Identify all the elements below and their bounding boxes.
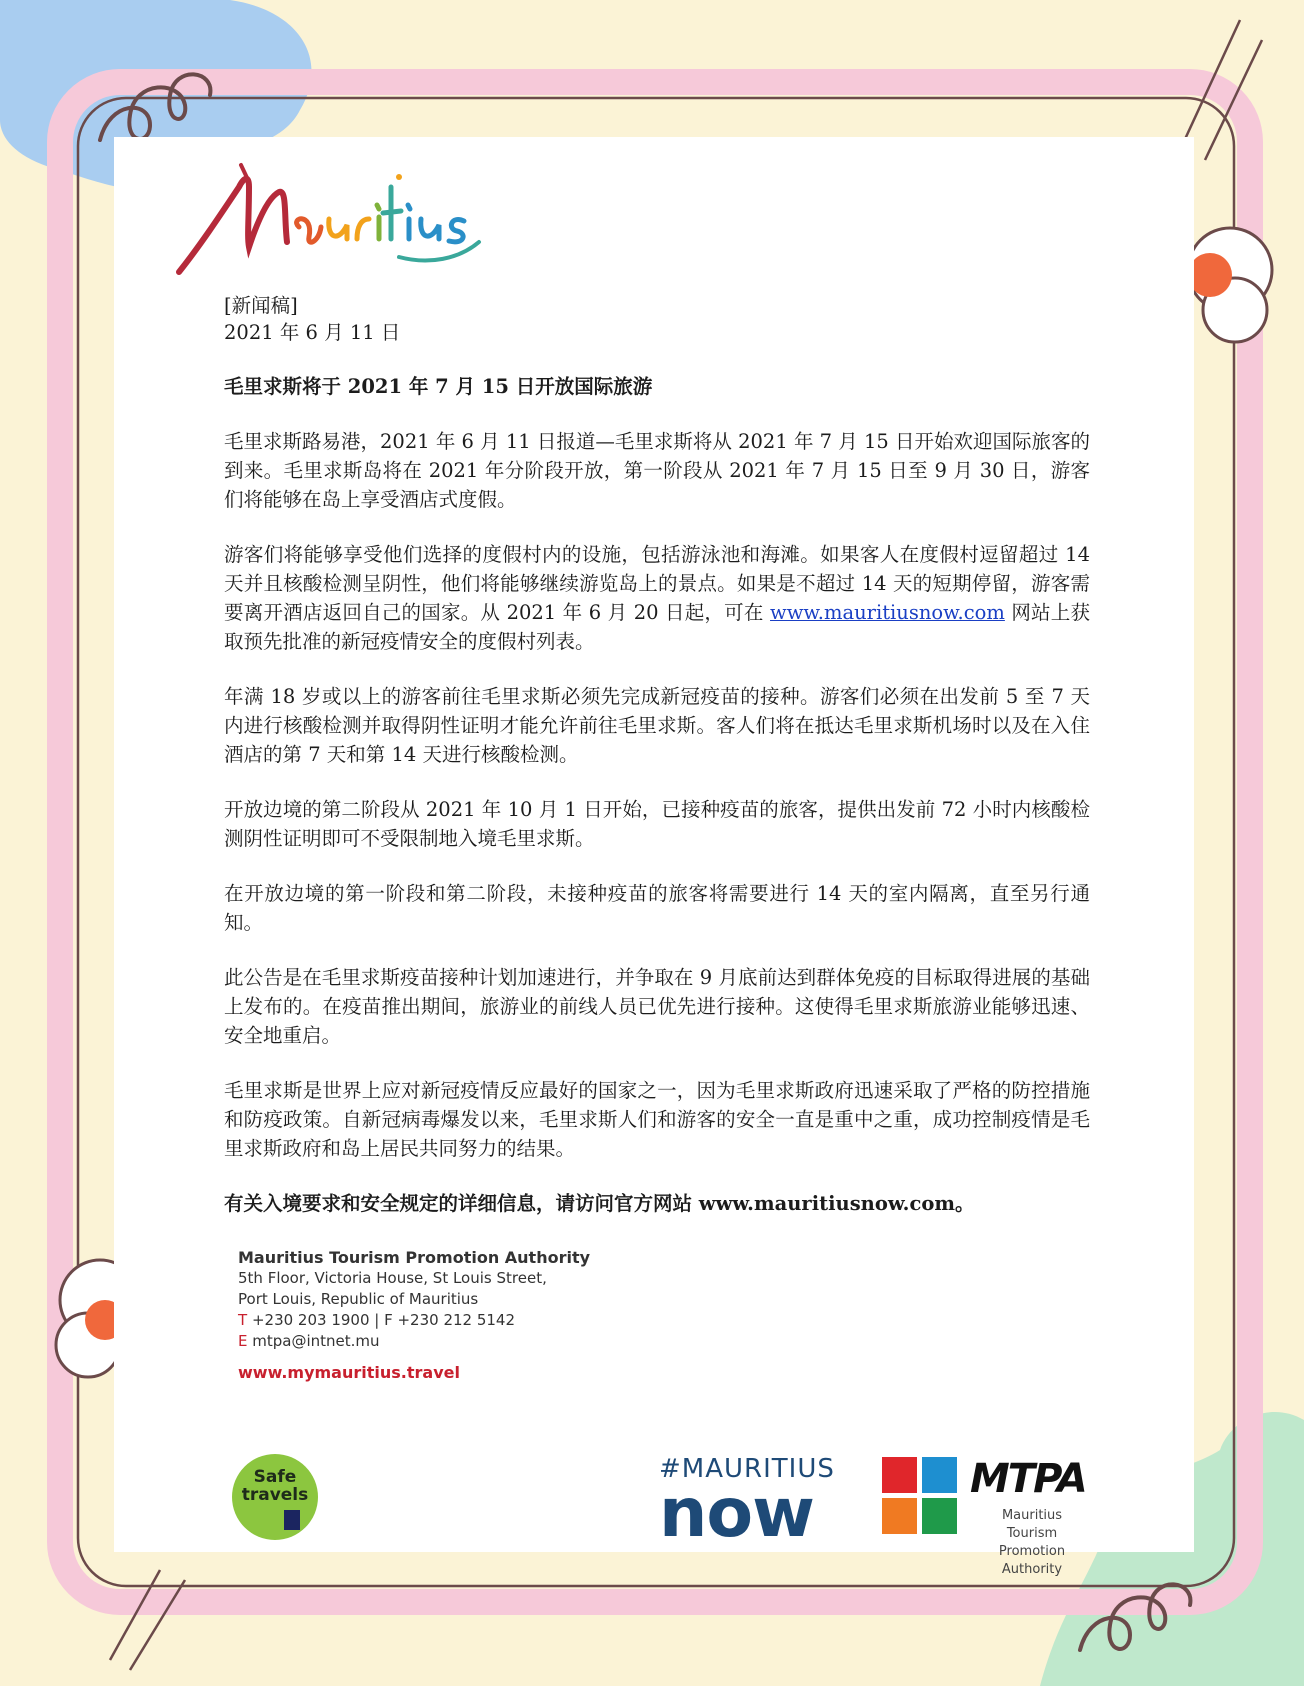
mtpa-subtitle-line-2: Promotion Authority: [998, 1544, 1066, 1577]
safe-travels-line-2: travels: [241, 1485, 309, 1505]
flower-decoration-right: [1188, 228, 1272, 342]
mtpa-blue-square-icon: [922, 1457, 957, 1493]
closing-statement: 有关入境要求和安全规定的详细信息，请访问官方网站 www.mauritiusnow.com。: [224, 1192, 975, 1215]
phone-numbers: +230 203 1900 | F +230 212 5142: [251, 1311, 516, 1329]
release-date: 2021 年 6 月 11 日: [224, 321, 401, 344]
now-logo-hashtag: #MAURITIUS: [659, 1454, 835, 1484]
release-tag: [新闻稿]: [224, 294, 298, 317]
mauritius-logo: [169, 147, 489, 287]
paragraph-1: 毛里求斯路易港，2021 年 6 月 11 日报道—毛里求斯将从 2021 年 7 月 15 日开始欢迎国际旅客的到来。毛里求斯岛将在 2021 年分阶段开放，第一阶段从 2021 年 7 月 15 日至 9 月 30 日，游客们将能够在岛上享受酒店式度假。: [224, 430, 1090, 511]
release-meta: [224, 292, 1090, 346]
mtpa-red-square-icon: [882, 1457, 917, 1493]
email-address: mtpa@intnet.mu: [252, 1332, 380, 1350]
paragraph-2-text-b: 网站上获取预先批准的新冠疫情安全的度假村列表。: [224, 601, 1090, 653]
headline: 毛里求斯将于 2021 年 7 月 15 日开放国际旅游: [224, 375, 653, 398]
mtpa-orange-square-icon: [882, 1498, 917, 1534]
paragraph-2: [224, 540, 1090, 656]
paragraph-2-text-a: 游客们将能够享受他们选择的度假村内的设施，包括游泳池和海滩。如果客人在度假村逗留超过 14 天并且核酸检测呈阴性，他们将能够继续游览岛上的景点。如果是不超过 14 天的短期停留，游客需要离开酒店返回自己的国家。从 2021 年 6 月 20 日起，可在: [224, 543, 1090, 624]
mtpa-logo: [882, 1456, 1092, 1577]
paragraph-5: 在开放边境的第一阶段和第二阶段，未接种疫苗的旅客将需要进行 14 天的室内隔离，直至另行通知。: [224, 882, 1090, 934]
safe-travels-line-1: Safe: [253, 1467, 297, 1487]
paragraph-7: 毛里求斯是世界上应对新冠疫情反应最好的国家之一，因为毛里求斯政府迅速采取了严格的防控措施和防疫政策。自新冠病毒爆发以来，毛里求斯人们和游客的安全一直是重中之重，成功控制疫情是毛里求斯政府和岛上居民共同努力的结果。: [224, 1079, 1090, 1160]
email-line: [238, 1331, 590, 1352]
mtpa-subtitle: [976, 1507, 1088, 1579]
contact-block: [238, 1247, 590, 1383]
address-line-1: 5th Floor, Victoria House, St Louis Street,: [238, 1269, 547, 1287]
now-logo-word: now: [659, 1474, 814, 1553]
organization-name: Mauritius Tourism Promotion Authority: [238, 1248, 591, 1267]
mtpa-wordmark: MTPA: [970, 1456, 1086, 1502]
wttc-mark-icon: [284, 1510, 300, 1530]
address-line-2: Port Louis, Republic of Mauritius: [238, 1290, 479, 1308]
mauritiusnow-link[interactable]: www.mauritiusnow.com: [770, 601, 1005, 624]
paragraph-3: 年满 18 岁或以上的游客前往毛里求斯必须先完成新冠疫苗的接种。游客们必须在出发前 5 至 7 天内进行核酸检测并取得阴性证明才能允许前往毛里求斯。客人们将在抵达毛里求斯机场时以及在入住酒店的第 7 天和第 14 天进行核酸检测。: [224, 685, 1090, 766]
website-link[interactable]: www.mymauritius.travel: [238, 1363, 460, 1382]
phone-line: [238, 1310, 590, 1331]
paragraph-6: 此公告是在毛里求斯疫苗接种计划加速进行，并争取在 9 月底前达到群体免疫的目标取得进展的基础上发布的。在疫苗推出期间，旅游业的前线人员已优先进行接种。这使得毛里求斯旅游业能够迅速、安全地重启。: [224, 966, 1090, 1047]
mtpa-subtitle-line-1: Mauritius Tourism: [1001, 1508, 1063, 1541]
mtpa-green-square-icon: [922, 1498, 957, 1534]
email-label: E: [238, 1332, 248, 1350]
press-release-body: [224, 292, 1090, 1244]
press-release-page: [114, 137, 1194, 1577]
phone-label: T: [238, 1311, 248, 1329]
paragraph-4: 开放边境的第二阶段从 2021 年 10 月 1 日开始，已接种疫苗的旅客，提供出发前 72 小时内核酸检测阴性证明即可不受限制地入境毛里求斯。: [224, 798, 1090, 850]
mauritius-now-logo: [659, 1454, 839, 1553]
safe-travels-badge: [232, 1454, 318, 1540]
